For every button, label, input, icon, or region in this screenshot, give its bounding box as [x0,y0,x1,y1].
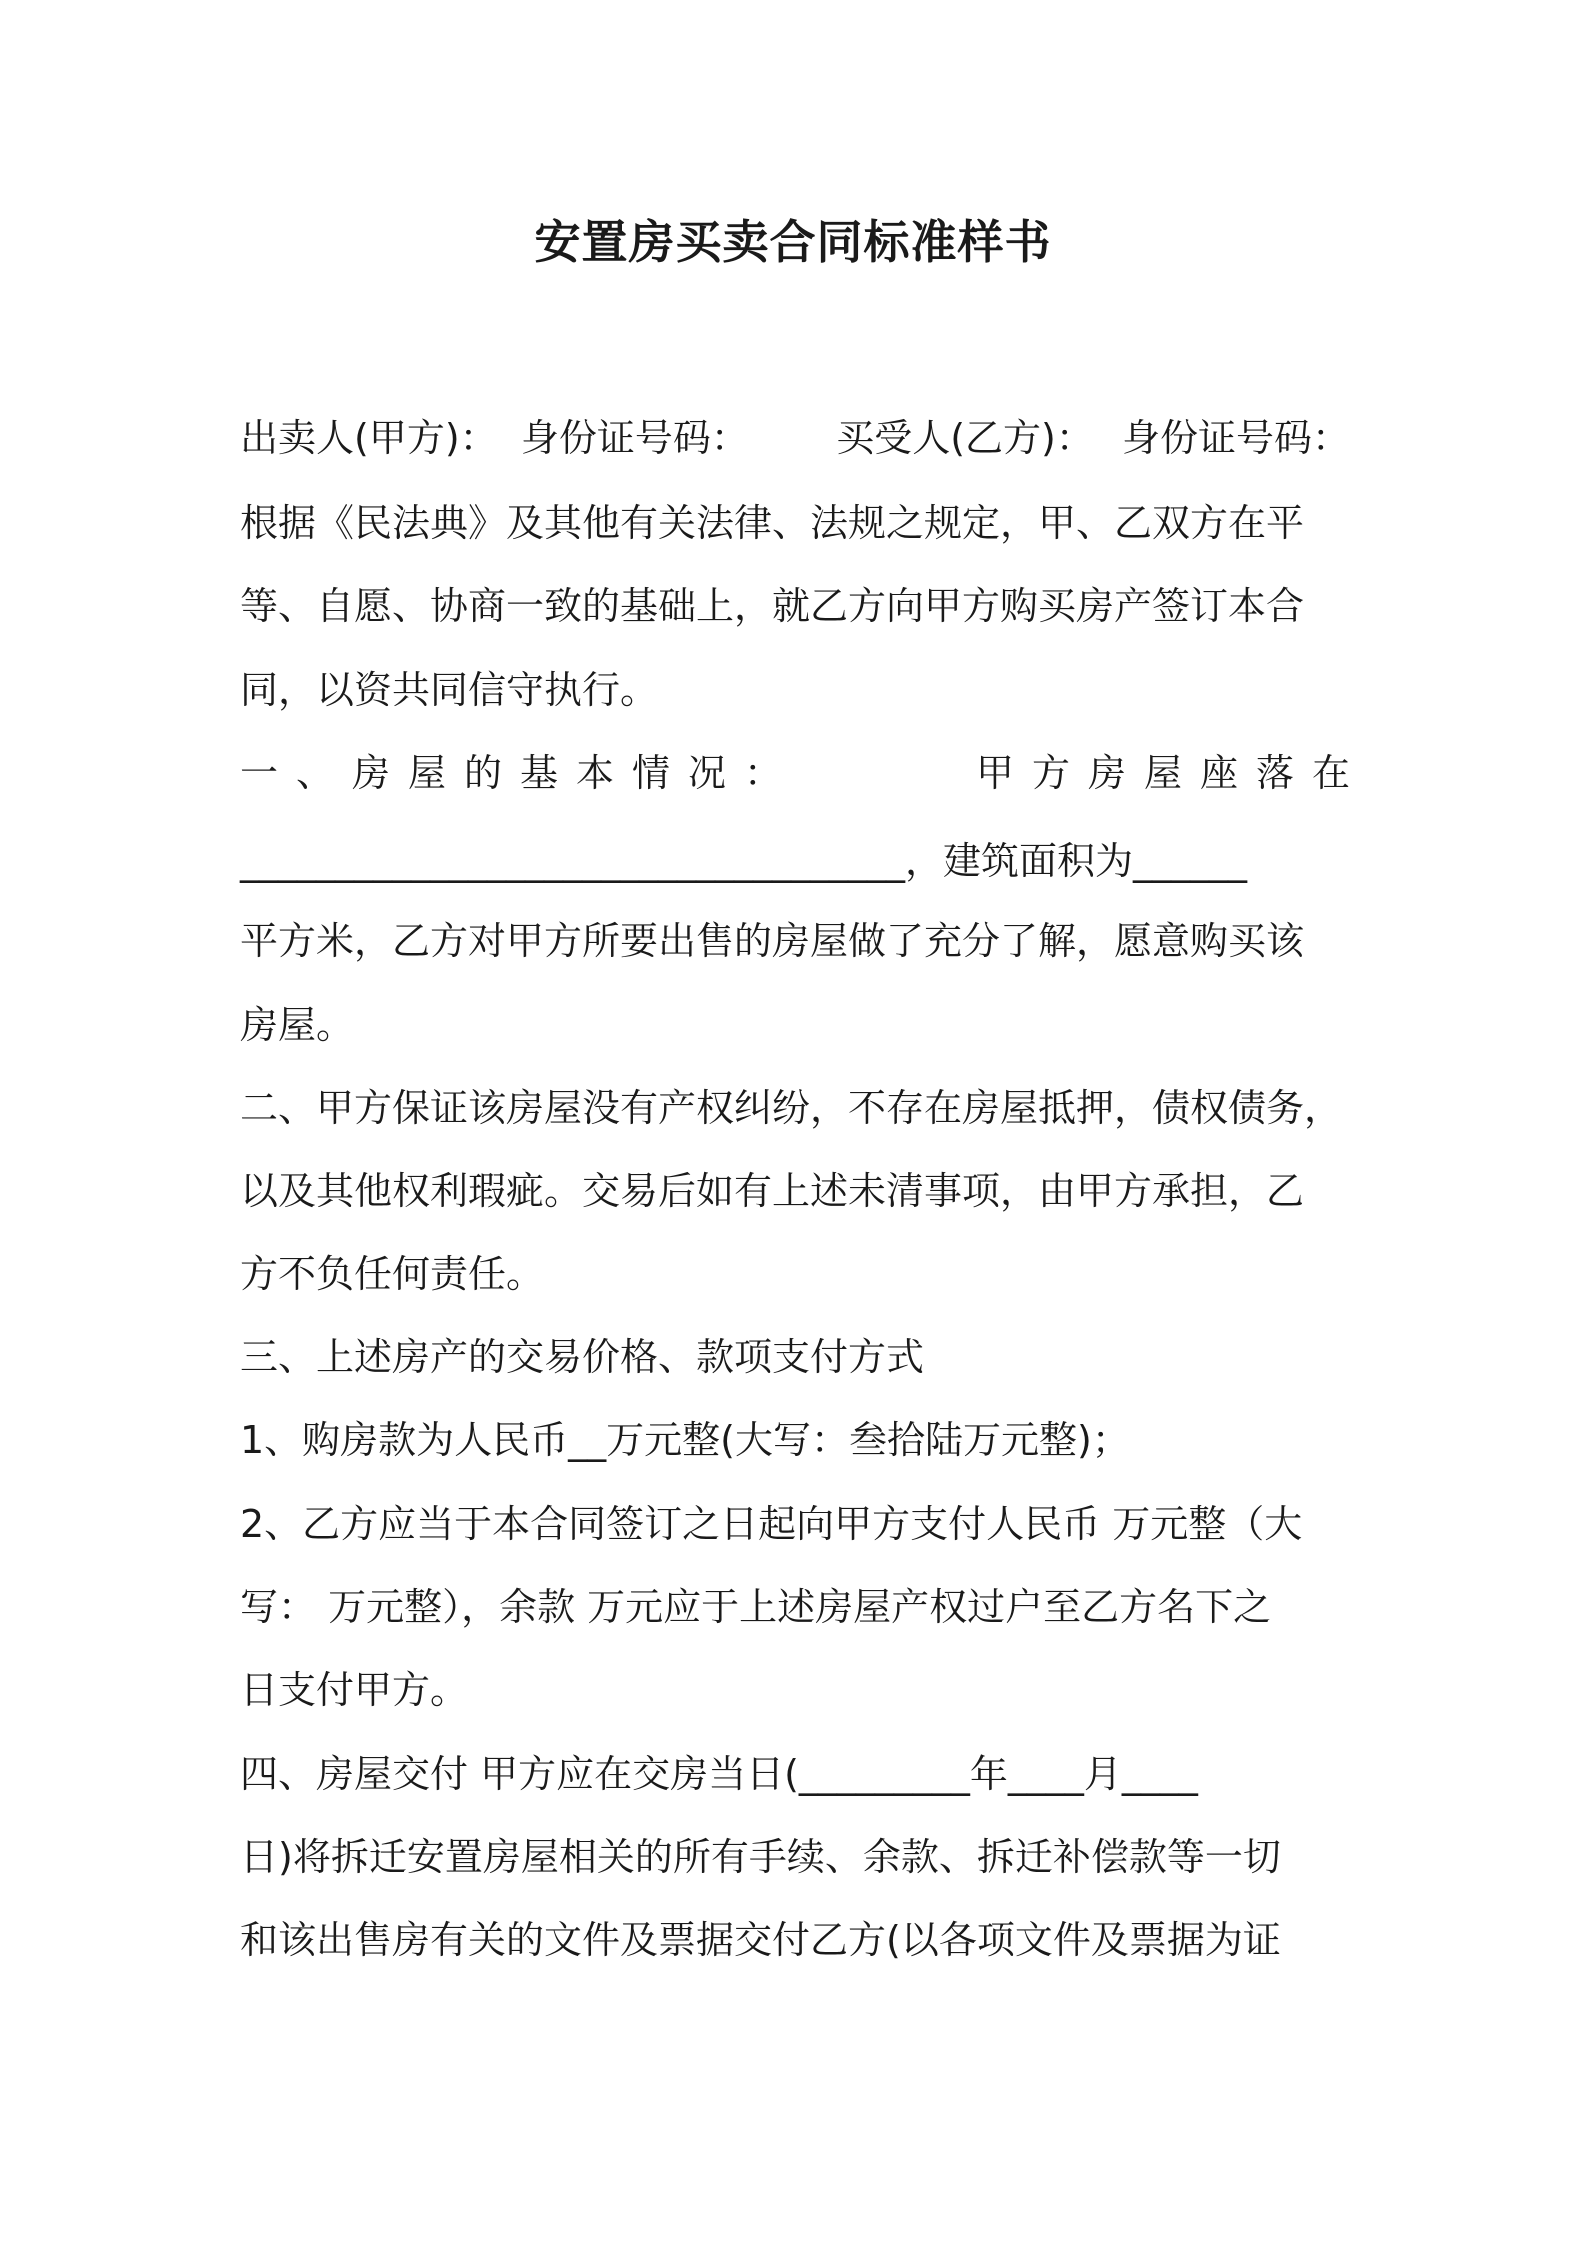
buyer-label: 买受人(乙方)： [836,416,1094,460]
document-title: 安置房买卖合同标准样书 [534,215,1052,269]
section1-heading-line [240,745,1368,801]
intro-line-2: 等、自愿、协商一致的基础上，就乙方向甲方购买房产签订本合 [240,584,1305,628]
section3-item-2-line-2: 写： 万元整），余款 万元应于上述房屋产权过户至乙方名下之 [240,1585,1272,1629]
section3-item-2-line-1: 2、乙方应当于本合同签订之日起向甲方支付人民币 万元整（大 [240,1502,1303,1546]
section1-location-label: 甲方房屋座落在 [975,751,1368,795]
section2-line-3: 方不负任何责任。 [240,1252,545,1296]
section3-heading: 三、上述房产的交易价格、款项支付方式 [240,1335,925,1379]
section4-line-1: 四、房屋交付 甲方应在交房当日(_________年____月____ [240,1752,1198,1796]
intro-line-1: 根据《民法典》及其他有关法律、法规之规定，甲、乙双方在平 [240,501,1305,545]
section3-item-2-line-3: 日支付甲方。 [240,1668,469,1712]
section3-item-1: 1、购房款为人民币__万元整(大写：叁拾陆万元整)； [240,1418,1130,1462]
section1-line-2: ___________________________________，建筑面积为______ [240,839,1248,883]
section2-line-2: 以及其他权利瑕疵。交易后如有上述未清事项，由甲方承担，乙 [240,1169,1305,1213]
intro-line-3: 同，以资共同信守执行。 [240,668,659,712]
section1-line-3: 平方米，乙方对甲方所要出售的房屋做了充分了解，愿意购买该 [240,919,1305,963]
buyer-id-label: 身份证号码： [1121,416,1350,460]
section1-line-4: 房屋。 [240,1003,355,1047]
section4-line-3: 和该出售房有关的文件及票据交付乙方(以各项文件及票据为证 [240,1918,1281,1962]
seller-id-label: 身份证号码： [520,416,749,460]
parties-line [240,410,1350,466]
section1-heading: 一、房屋的基本情况： [240,751,801,795]
seller-label: 出卖人(甲方)： [240,416,498,460]
section4-line-2: 日)将拆迁安置房屋相关的所有手续、余款、拆迁补偿款等一切 [240,1835,1281,1879]
section2-line-1: 二、甲方保证该房屋没有产权纠纷，不存在房屋抵押，债权债务， [240,1086,1343,1130]
